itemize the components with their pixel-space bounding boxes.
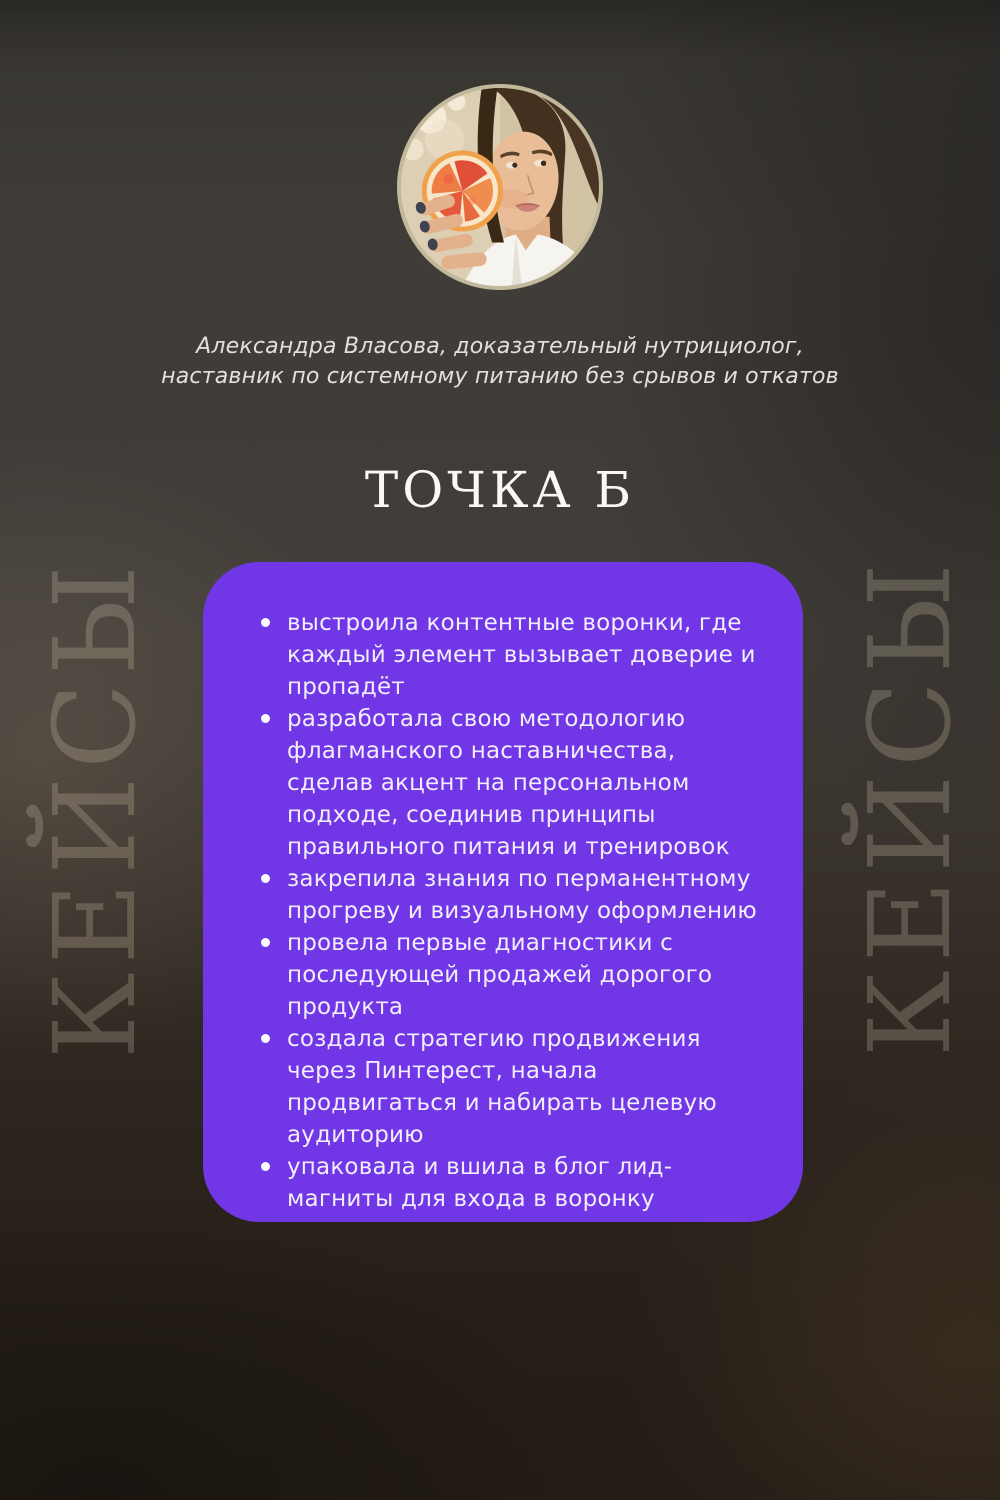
page-title: ТОЧКА Б: [364, 461, 636, 519]
results-list-item: [287, 927, 763, 1023]
profile-subtitle-line2: наставник по системному питанию без срывов и откатов: [161, 364, 839, 389]
results-list-item-text: разработала свою методологию флагманского наставничества, сделав акцент на персональном подходе, соединив принципы правильного питания и тренировок: [287, 706, 730, 860]
watermark-right: КЕЙСЫ: [846, 555, 976, 1057]
avatar: [397, 84, 603, 290]
results-list-item: [287, 1151, 763, 1215]
results-list-item: [287, 607, 763, 703]
results-list-item: [287, 1023, 763, 1151]
avatar-photo-illustration: [401, 88, 599, 286]
watermark-left: КЕЙСЫ: [31, 557, 161, 1059]
results-list-item-text: упаковала и вшила в блог лид-магниты для входа в воронку: [287, 1154, 673, 1212]
results-list-item-text: выстроила контентные воронки, где каждый элемент вызывает доверие и пропадёт: [287, 610, 756, 700]
results-list-item-text: закрепила знания по перманентному прогреву и визуальному оформлению: [287, 866, 757, 924]
profile-subtitle: [0, 332, 1000, 392]
results-list-item-text: создала стратегию продвижения через Пинтерест, начала продвигаться и набирать целевую аудиторию: [287, 1026, 717, 1148]
profile-subtitle-line1: Александра Власова, доказательный нутрициолог,: [196, 334, 804, 359]
results-list-item-text: провела первые диагностики с последующей продажей дорогого продукта: [287, 930, 713, 1020]
results-list-item: [287, 863, 763, 927]
results-list: [203, 562, 803, 1215]
results-list-item: [287, 703, 763, 863]
results-card: [203, 562, 803, 1222]
